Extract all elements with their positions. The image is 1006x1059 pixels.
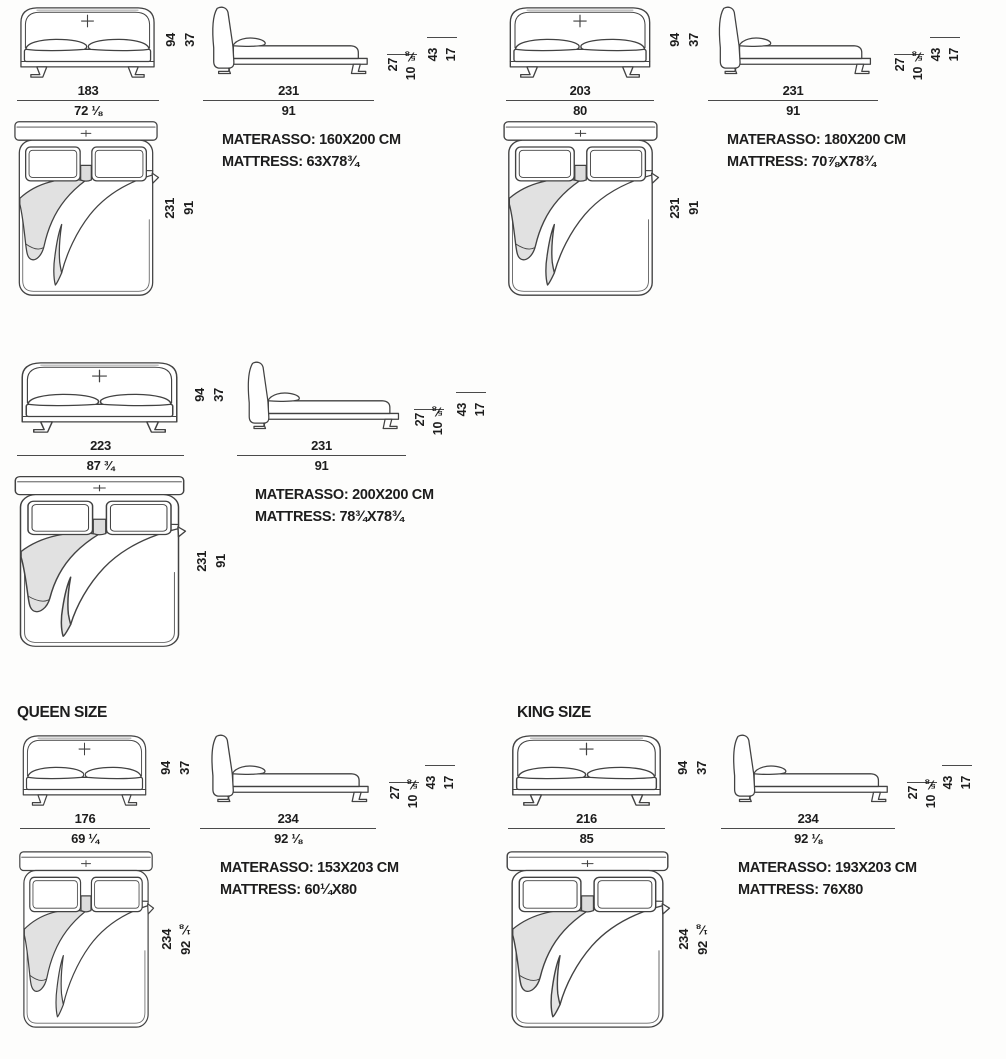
dimension-inch-value: 92 ⅛ — [178, 923, 193, 955]
side-length-dimension — [708, 84, 878, 117]
front-width-dimension — [17, 439, 184, 472]
dimension-cm-value: 27 — [385, 58, 400, 72]
bed-top-view-drawing — [13, 470, 186, 652]
bed-side-view-drawing — [196, 4, 378, 74]
front-width-dimension — [506, 84, 654, 117]
mattress-line: MATTRESS: 78¾X78¾ — [255, 509, 404, 525]
dimension-inch-value: 37 — [211, 388, 226, 402]
dimension-inch-value: 37 — [177, 761, 192, 775]
dimension-cm-value: 231 — [278, 83, 299, 98]
top-length-dimension — [676, 849, 710, 1029]
mattress-line: MATTRESS: 76X80 — [738, 882, 863, 898]
dimension-cm-value: 43 — [423, 776, 438, 790]
front-width-dimension — [17, 84, 159, 117]
dimension-cm-value: 94 — [675, 761, 690, 775]
dimension-inch-value: 37 — [182, 33, 197, 47]
dimension-cm-value: 43 — [425, 48, 440, 62]
dimension-line — [721, 828, 895, 829]
front-width-dimension — [508, 812, 665, 845]
mattress-line: MATTRESS: 63X78¾ — [222, 154, 359, 170]
mattress-height-dimension — [928, 37, 961, 73]
base-height-dimension — [892, 49, 925, 81]
dimension-inch-value: 17 — [444, 48, 458, 62]
base-height-dimension — [412, 404, 445, 436]
mattress-line: MATTRESS: 70⅞X78¾ — [727, 154, 876, 170]
bed-front-view-drawing — [13, 359, 186, 435]
front-height-dimension — [192, 364, 226, 426]
dimension-line — [237, 455, 406, 456]
dimension-cm-value: 231 — [194, 550, 209, 572]
top-length-dimension — [667, 120, 701, 296]
dimension-cm-value: 203 — [569, 83, 591, 98]
dimension-line — [17, 100, 159, 101]
dimension-cm-value: 27 — [892, 58, 907, 72]
dimension-inch-value: 17 — [947, 48, 961, 62]
dimension-inch-value: 10 ⅝ — [404, 49, 418, 81]
dimension-inch-value: 91 — [181, 201, 196, 215]
dimension-cm-value: 43 — [454, 403, 469, 417]
dimension-cm-value: 94 — [667, 33, 682, 47]
dimension-cm-value: 234 — [277, 811, 299, 826]
dimension-inch-value: 91 — [213, 554, 228, 568]
mattress-height-dimension — [940, 765, 973, 801]
dimension-cm-value: 94 — [158, 761, 173, 775]
dimension-cm-value: 231 — [667, 197, 682, 219]
base-height-dimension — [387, 777, 420, 809]
dimension-inch-value: 37 — [694, 761, 709, 775]
bed-front-view-drawing — [502, 4, 658, 80]
dimension-inch-value: 17 — [959, 776, 973, 790]
dimension-inch-value: 17 — [473, 403, 487, 417]
front-height-dimension — [163, 9, 197, 71]
dimension-inch-value: 91 — [786, 103, 800, 118]
dimension-cm-value: 231 — [782, 83, 804, 98]
dimension-line — [708, 100, 878, 101]
top-length-dimension — [194, 475, 228, 647]
size-label: QUEEN SIZE — [17, 704, 107, 721]
bed-front-view-drawing — [16, 732, 153, 808]
front-width-dimension — [20, 812, 150, 845]
dimension-inch-value: 10 ⅝ — [911, 49, 925, 81]
bed-side-view-drawing — [232, 359, 409, 429]
dimension-cm-value: 234 — [159, 928, 174, 950]
materasso-line: MATERASSO: 193X203 CM — [738, 860, 917, 876]
dimension-cm-value: 27 — [905, 786, 920, 800]
dimension-inch-value: 10 ⅝ — [431, 404, 445, 436]
dimension-inch-value: 91 — [281, 103, 296, 118]
dimension-inch-value: 10 ⅝ — [406, 777, 420, 809]
dimension-cm-value: 43 — [928, 48, 943, 62]
dimension-inch-value: 17 — [442, 776, 456, 790]
dimension-line — [203, 100, 374, 101]
dimension-inch-value: 92 ⅛ — [794, 831, 822, 846]
dimension-cm-value: 234 — [676, 928, 691, 950]
mattress-spec-text — [255, 484, 434, 528]
dimension-inch-value: 85 — [579, 831, 594, 846]
dimension-cm-value: 231 — [311, 438, 332, 453]
dimension-cm-value: 176 — [74, 811, 96, 826]
mattress-height-dimension — [423, 765, 456, 801]
dimension-line — [20, 828, 150, 829]
dimension-inch-value: 69 ¼ — [71, 831, 99, 846]
dimension-cm-value: 94 — [163, 33, 178, 47]
mattress-spec-text — [222, 129, 401, 173]
dimension-line — [200, 828, 376, 829]
dimension-cm-value: 216 — [576, 811, 597, 826]
bed-top-view-drawing — [502, 115, 659, 301]
bed-top-view-drawing — [18, 845, 154, 1033]
dimension-inch-value: 91 — [314, 458, 329, 473]
front-height-dimension — [667, 9, 701, 71]
base-height-dimension — [385, 49, 418, 81]
bed-top-view-drawing — [13, 115, 159, 301]
dimension-line — [17, 455, 184, 456]
dimension-inch-value: 80 — [573, 103, 587, 118]
materasso-line: MATERASSO: 153X203 CM — [220, 860, 399, 876]
dimension-line — [508, 828, 665, 829]
materasso-line: MATERASSO: 160X200 CM — [222, 132, 401, 148]
dimension-inch-value: 72 ⅛ — [74, 103, 102, 118]
front-height-dimension — [675, 737, 709, 799]
mattress-spec-text — [738, 857, 917, 901]
materasso-line: MATERASSO: 180X200 CM — [727, 132, 906, 148]
dimension-inch-value: 92 ⅛ — [695, 923, 710, 955]
dimension-inch-value: 92 ⅛ — [274, 831, 302, 846]
dimension-cm-value: 43 — [940, 776, 955, 790]
bed-top-view-drawing — [505, 845, 670, 1033]
mattress-height-dimension — [425, 37, 458, 73]
mattress-spec-text — [727, 129, 906, 173]
top-length-dimension — [159, 849, 193, 1029]
bed-front-view-drawing — [504, 732, 669, 808]
base-height-dimension — [905, 777, 938, 809]
dimension-cm-value: 231 — [162, 197, 177, 219]
dimension-cm-value: 27 — [387, 786, 402, 800]
dimension-inch-value: 91 — [686, 201, 701, 215]
mattress-line: MATTRESS: 60¼X80 — [220, 882, 357, 898]
dimension-inch-value: 87 ¾ — [86, 458, 115, 473]
dimension-cm-value: 27 — [412, 413, 427, 427]
side-length-dimension — [203, 84, 374, 117]
dimension-cm-value: 94 — [192, 388, 207, 402]
mattress-height-dimension — [454, 392, 487, 428]
dimension-cm-value: 183 — [77, 83, 99, 98]
front-height-dimension — [158, 737, 192, 799]
side-length-dimension — [721, 812, 895, 845]
side-length-dimension — [200, 812, 376, 845]
bed-side-view-drawing — [703, 4, 881, 74]
size-label: KING SIZE — [517, 704, 591, 721]
dimension-line — [506, 100, 654, 101]
dimension-inch-value: 10 ⅝ — [924, 777, 938, 809]
bed-side-view-drawing — [195, 732, 379, 802]
mattress-spec-text — [220, 857, 399, 901]
dimension-cm-value: 223 — [90, 438, 111, 453]
dimension-inch-value: 37 — [686, 33, 701, 47]
top-length-dimension — [162, 120, 196, 296]
side-length-dimension — [237, 439, 406, 472]
bed-side-view-drawing — [717, 732, 898, 802]
bed-front-view-drawing — [13, 4, 162, 80]
dimension-cm-value: 234 — [797, 811, 819, 826]
materasso-line: MATERASSO: 200X200 CM — [255, 487, 434, 503]
